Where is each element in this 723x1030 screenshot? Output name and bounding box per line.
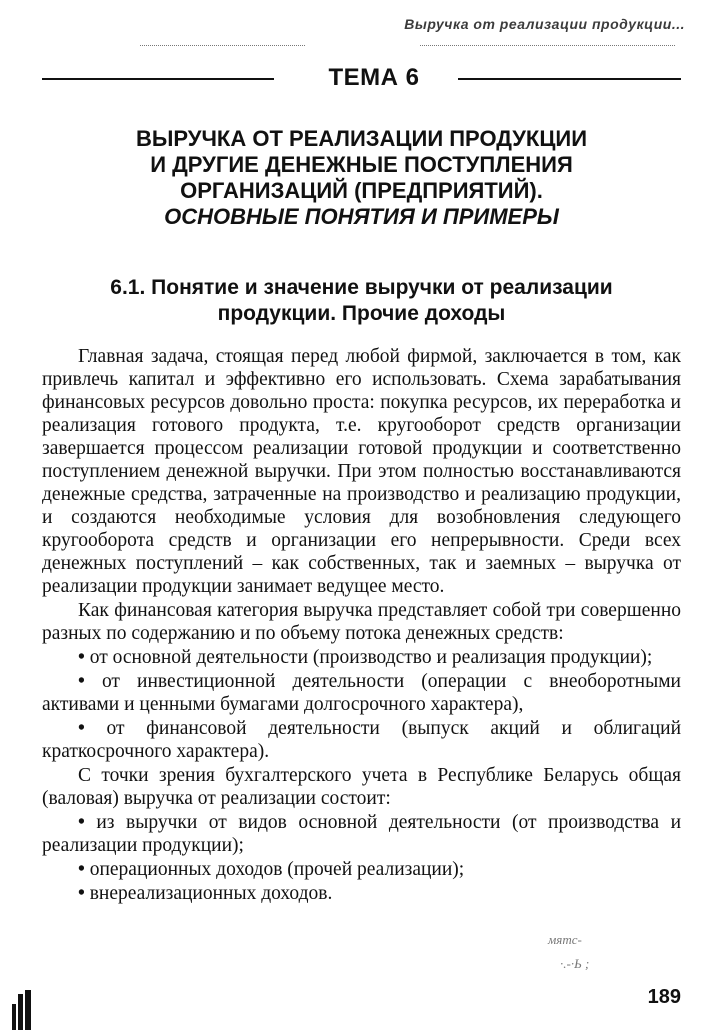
binding-edge-mark xyxy=(12,990,34,1030)
list-item xyxy=(42,670,681,716)
bullet-icon: • xyxy=(78,859,85,880)
running-header: Выручка от реализации продукции... xyxy=(404,16,685,32)
header-rule-left xyxy=(140,45,305,46)
bullet-icon: • xyxy=(78,812,85,833)
paragraph: С точки зрения бухгалтерского учета в Республике Беларусь общая (валовая) выручка от реализации состоит: xyxy=(42,765,681,809)
bullet-icon: • xyxy=(78,671,85,692)
theme-rule-left xyxy=(42,78,274,80)
page-number: 189 xyxy=(647,986,681,1008)
section-title-line: продукции. Прочие доходы xyxy=(217,302,506,325)
list-item-text: от финансовой деятельности (выпуск акций и облигаций краткосрочного характера). xyxy=(42,718,681,762)
theme-heading xyxy=(42,64,681,94)
list-item xyxy=(42,811,681,857)
bullet-icon: • xyxy=(78,718,85,739)
theme-label: ТЕМА 6 xyxy=(328,64,420,91)
chapter-title-line: И ДРУГИЕ ДЕНЕЖНЫЕ ПОСТУПЛЕНИЯ xyxy=(150,152,573,177)
bullet-icon: • xyxy=(78,883,85,904)
header-rule-right xyxy=(420,45,675,46)
list-item-text: от инвестиционной деятельности (операции с внеоборотными активами и ценными бумагами долгосрочного характера), xyxy=(42,671,681,715)
list-item-text: операционных доходов (прочей реализации); xyxy=(89,859,465,880)
chapter-title-line: ОРГАНИЗАЦИЙ (ПРЕДПРИЯТИЙ). xyxy=(180,178,543,203)
chapter-title xyxy=(60,126,663,230)
list-item-text: от основной деятельности (производство и реализация продукции); xyxy=(89,647,653,668)
body-text xyxy=(42,345,681,905)
list-item-text: из выручки от видов основной деятельности (от производства и реализации продукции); xyxy=(42,812,682,856)
list-item xyxy=(42,858,681,881)
list-item-text: внереализационных доходов. xyxy=(89,883,333,904)
list-item xyxy=(42,646,681,669)
scan-mark: ·.-·Ь ; xyxy=(560,956,590,971)
paragraph: Как финансовая категория выручка представляет собой три совершенно разных по содержанию и по объему потока денежных средств: xyxy=(42,600,681,644)
paragraph: Главная задача, стоящая перед любой фирмой, заключается в том, как привлечь капитал и эффективно его использовать. Схема зарабатывания финансовых ресурсов довольно проста: покупка ресурсов, их переработка и реализация готового продукта, т.е. кругооборот средств организации завершается процессом реализации готовой продукции и соответственно поступлением денежной выручки. При этом полностью восстанавливаются денежные средства, затраченные на производство и реализацию продукции, и создаются необходимые условия для возобновления следующего кругооборота средств и организации его непрерывности. Среди всех денежных поступлений – как собственных, так и заемных – выручка от реализации продукции занимает ведущее место. xyxy=(42,346,681,597)
scan-mark: мятс- xyxy=(548,932,582,947)
list-item xyxy=(42,882,681,905)
bullet-icon: • xyxy=(78,647,85,668)
theme-rule-right xyxy=(458,78,681,80)
section-title-line: 6.1. Понятие и значение выручки от реализации xyxy=(110,276,613,299)
chapter-title-line: ВЫРУЧКА ОТ РЕАЛИЗАЦИИ ПРОДУКЦИИ xyxy=(135,126,588,151)
list-item xyxy=(42,717,681,763)
chapter-subtitle-line: ОСНОВНЫЕ ПОНЯТИЯ И ПРИМЕРЫ xyxy=(164,204,559,229)
section-title xyxy=(60,275,663,327)
